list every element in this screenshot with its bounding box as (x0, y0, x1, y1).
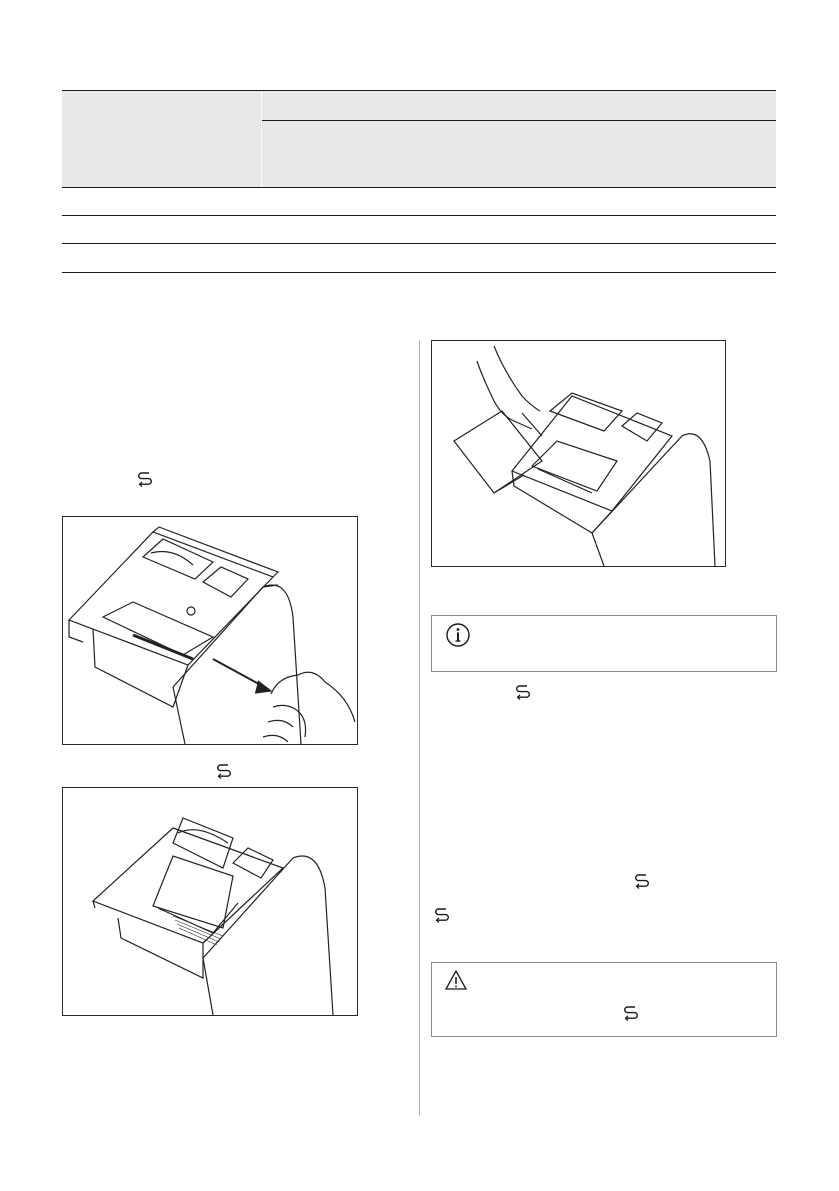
table-row-separator (62, 187, 776, 188)
fill-container-illustration (432, 341, 725, 566)
warning-notice (431, 962, 777, 1037)
table-row-separator (62, 272, 776, 273)
figure-insert-open (62, 787, 358, 1016)
extra-rinse-icon (634, 873, 650, 891)
drawer-open-illustration (63, 788, 357, 1015)
table-header-subline (262, 120, 776, 121)
figure-remove-insert (62, 516, 358, 745)
warning-icon (444, 969, 468, 991)
extra-rinse-icon (137, 471, 153, 489)
drawer-pull-illustration (63, 517, 357, 744)
extra-rinse-icon (623, 1005, 639, 1023)
info-icon (445, 622, 471, 648)
extra-rinse-icon (216, 763, 232, 781)
table-row-separator (62, 243, 776, 244)
figure-fill-container (431, 340, 726, 567)
extra-rinse-icon (515, 684, 531, 702)
table-row-separator (62, 215, 776, 216)
column-divider (419, 340, 420, 1116)
table-header-divider (261, 91, 262, 188)
extra-rinse-icon (434, 907, 450, 925)
table-header (62, 90, 776, 188)
info-notice (431, 615, 777, 672)
